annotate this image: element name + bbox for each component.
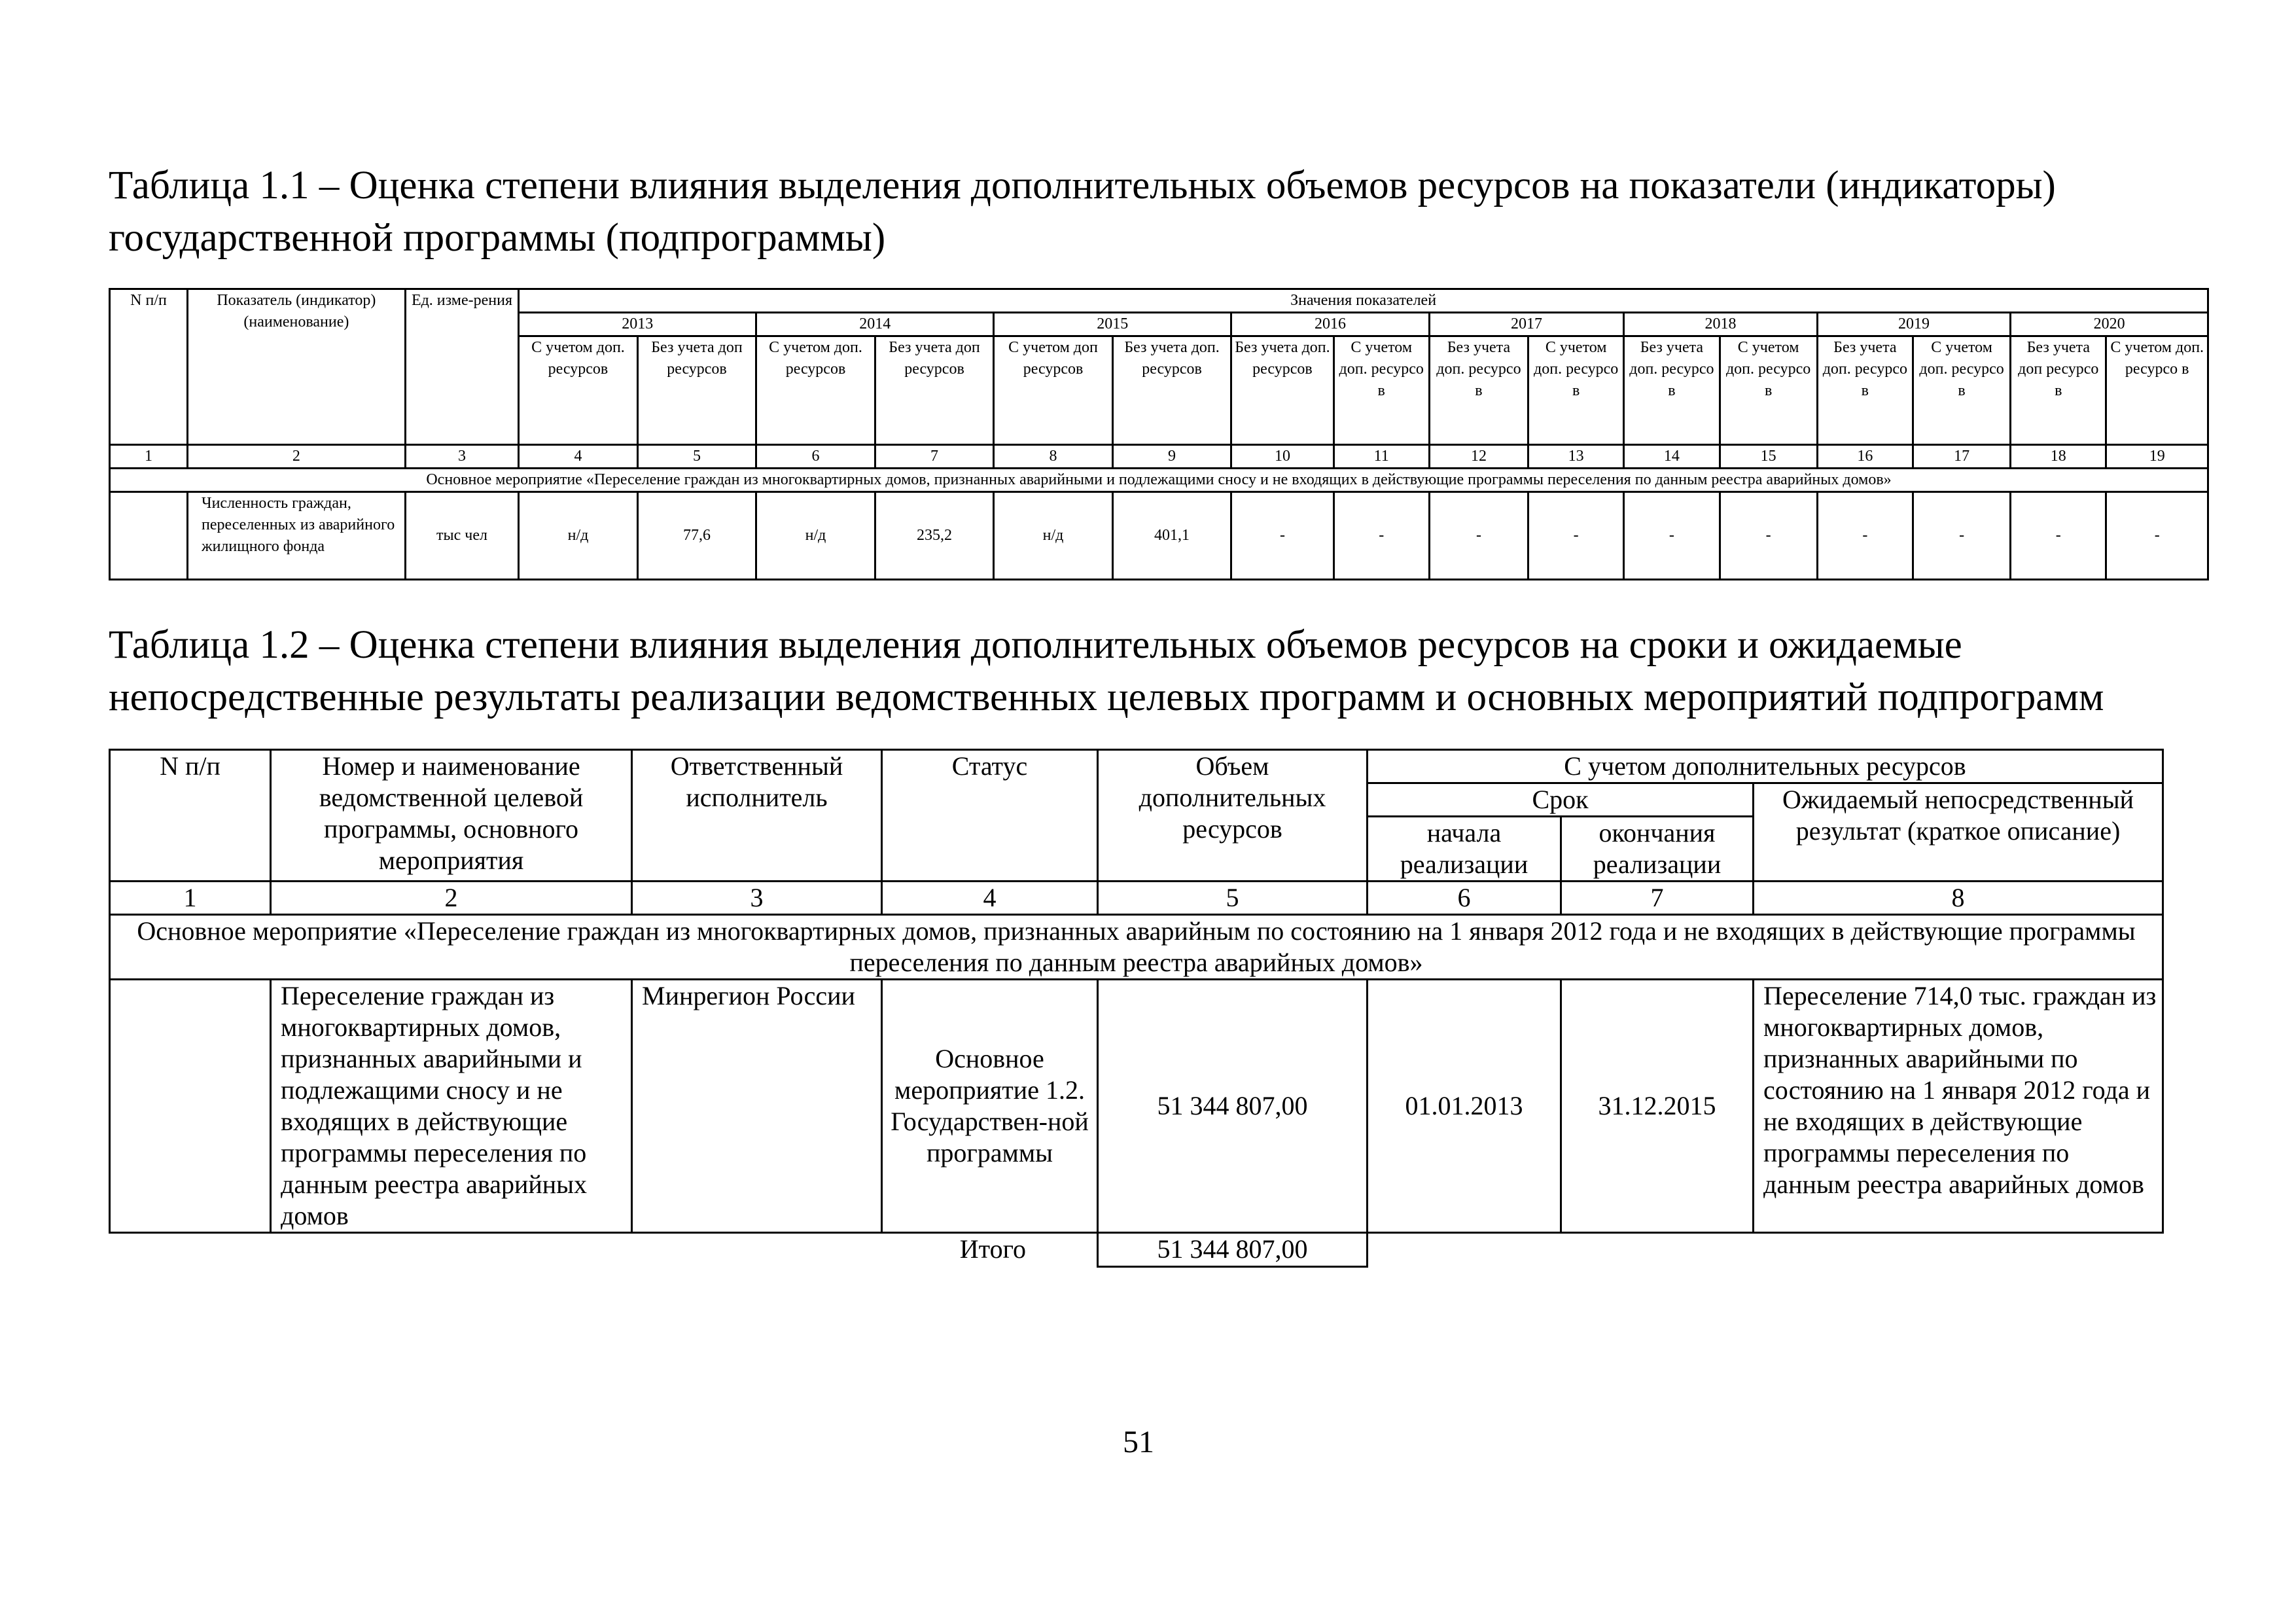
t1-subheader: Без учета доп ресурсов — [637, 336, 756, 445]
t2-row-status: Основное мероприятие 1.2. Государствен-ной программы — [882, 980, 1098, 1233]
t1-subheader: Без учета доп. ресурсо в — [1624, 336, 1720, 445]
page-number: 51 — [1123, 1425, 1154, 1459]
t2-colnum: 3 — [632, 882, 882, 915]
t1-cell-value: н/д — [519, 492, 638, 580]
t2-column-numbers — [110, 882, 2163, 915]
t2-header-volume: Объем дополнительных ресурсов — [1098, 750, 1368, 882]
t1-cell-value: н/д — [756, 492, 875, 580]
t1-cell-value: - — [1913, 492, 2010, 580]
t1-year: 2013 — [519, 313, 756, 336]
table-1-1-caption: Таблица 1.1 – Оценка степени влияния выделения дополнительных объемов ресурсов на показатели (индикаторы) государственной программы (подпрограммы) — [109, 164, 2056, 260]
t2-row-volume: 51 344 807,00 — [1098, 980, 1368, 1233]
t1-colnum: 7 — [875, 445, 994, 469]
t2-row-start: 01.01.2013 — [1368, 980, 1561, 1233]
t1-cell-value: - — [1429, 492, 1528, 580]
t1-year: 2015 — [994, 313, 1231, 336]
t1-header-num: N п/п — [110, 289, 188, 445]
t2-header-responsible: Ответственный исполнитель — [632, 750, 882, 882]
t2-header-with-resources: С учетом дополнительных ресурсов — [1368, 750, 2163, 783]
t2-header-status: Статус — [882, 750, 1098, 882]
t1-colnum: 4 — [519, 445, 638, 469]
t1-year: 2020 — [2011, 313, 2208, 336]
t1-cell-value: - — [1528, 492, 1624, 580]
t1-subheader: С учетом доп. ресурсов — [756, 336, 875, 445]
t1-subheader: Без учета доп. ресурсов — [1112, 336, 1231, 445]
t1-subheader: С учетом доп. ресурсо в — [1913, 336, 2010, 445]
t2-header-term: Срок — [1368, 783, 1754, 817]
t2-total-spacer — [1368, 1233, 2163, 1267]
t2-section-row: Основное мероприятие «Переселение граждан из многоквартирных домов, признанных аварийным по состоянию на 1 января 2012 года и не входящих в действующие программы переселения по данным реестра аварийных домов» — [110, 915, 2163, 980]
t1-colnum: 2 — [187, 445, 405, 469]
t1-colnum: 5 — [637, 445, 756, 469]
t2-header-start: начала реализации — [1368, 817, 1561, 882]
t2-colnum: 2 — [271, 882, 632, 915]
t1-colnum: 15 — [1720, 445, 1817, 469]
t1-colnum: 13 — [1528, 445, 1624, 469]
t1-colnum: 8 — [994, 445, 1113, 469]
t1-cell-value: - — [2011, 492, 2106, 580]
t1-colnum: 1 — [110, 445, 188, 469]
t1-header-unit: Ед. изме-рения — [405, 289, 518, 445]
t1-subheader: С учетом доп. ресурсо в — [1528, 336, 1624, 445]
t1-cell-value: - — [1720, 492, 1817, 580]
t1-row-num — [110, 492, 188, 580]
table-1-1 — [109, 288, 2209, 580]
t1-cell-value: - — [1624, 492, 1720, 580]
t1-subheader: Без учета доп ресурсо в — [2011, 336, 2106, 445]
t1-colnum: 11 — [1333, 445, 1429, 469]
t1-subheader: С учетом доп. ресурсо в — [2106, 336, 2208, 445]
t1-cell-value: 77,6 — [637, 492, 756, 580]
t2-data-row — [110, 980, 2163, 1233]
t1-year: 2014 — [756, 313, 994, 336]
t2-header-name: Номер и наименование ведомственной целевой программы, основного мероприятия — [271, 750, 632, 882]
t1-colnum: 12 — [1429, 445, 1528, 469]
t1-colnum: 9 — [1112, 445, 1231, 469]
table-1-2 — [109, 749, 2164, 1268]
t2-header-result: Ожидаемый непосредственный результат (краткое описание) — [1754, 783, 2163, 882]
t1-subheader: С учетом доп. ресурсо в — [1333, 336, 1429, 445]
t1-cell-value: - — [1231, 492, 1333, 580]
t2-row-responsible: Минрегион России — [632, 980, 882, 1233]
t1-colnum: 18 — [2011, 445, 2106, 469]
table-1-2-caption: Таблица 1.2 – Оценка степени влияния выделения дополнительных объемов ресурсов на сроки и ожидаемые непосредственные результаты реализации ведомственных целевых программ и основных мероприятий подпрограмм — [109, 623, 2104, 719]
t1-cell-value: 235,2 — [875, 492, 994, 580]
t2-row-num — [110, 980, 271, 1233]
t2-total-value: 51 344 807,00 — [1098, 1233, 1368, 1267]
t1-column-numbers — [110, 445, 2208, 469]
t2-colnum: 8 — [1754, 882, 2163, 915]
t2-total-label: Итого — [959, 1234, 1026, 1264]
t1-subheader: Без учета доп. ресурсов — [1231, 336, 1333, 445]
t2-colnum: 1 — [110, 882, 271, 915]
t1-colnum: 3 — [405, 445, 518, 469]
t2-colnum: 7 — [1561, 882, 1754, 915]
t1-year: 2017 — [1429, 313, 1623, 336]
t2-colnum: 4 — [882, 882, 1098, 915]
t2-colnum: 6 — [1368, 882, 1561, 915]
t1-section-row: Основное мероприятие «Переселение граждан из многоквартирных домов, признанных аварийными и подлежащими сносу и не входящих в действующие программы переселения по данным реестра аварийных домов» — [110, 469, 2208, 492]
t2-row-end: 31.12.2015 — [1561, 980, 1754, 1233]
t1-year: 2019 — [1817, 313, 2010, 336]
t1-row-indicator: Численность граждан, переселенных из аварийного жилищного фонда — [187, 492, 405, 580]
t1-data-row — [110, 492, 2208, 580]
t1-year: 2018 — [1624, 313, 1817, 336]
t2-row-name: Переселение граждан из многоквартирных домов, признанных аварийными и подлежащими сносу и не входящих в действующие программы переселения по данным реестра аварийных домов — [271, 980, 632, 1233]
t2-row-result: Переселение 714,0 тыс. граждан из многоквартирных домов, признанных аварийными по состоянию на 1 января 2012 года и не входящих в действующие программы переселения по данным реестра аварийных домов — [1754, 980, 2163, 1233]
t1-cell-value: 401,1 — [1112, 492, 1231, 580]
t1-colnum: 17 — [1913, 445, 2010, 469]
t1-subheader: Без учета доп ресурсов — [875, 336, 994, 445]
t1-year: 2016 — [1231, 313, 1430, 336]
t2-colnum: 5 — [1098, 882, 1368, 915]
t1-colnum: 14 — [1624, 445, 1720, 469]
t1-subheader: Без учета доп. ресурсо в — [1429, 336, 1528, 445]
t1-subheader: Без учета доп. ресурсо в — [1817, 336, 1913, 445]
t1-colnum: 16 — [1817, 445, 1913, 469]
t1-subheader: С учетом доп. ресурсо в — [1720, 336, 1817, 445]
t1-cell-value: н/д — [994, 492, 1113, 580]
t1-subheader: С учетом доп ресурсов — [994, 336, 1113, 445]
t1-cell-value: - — [2106, 492, 2208, 580]
t1-row-unit: тыс чел — [405, 492, 518, 580]
t1-colnum: 10 — [1231, 445, 1333, 469]
t2-total-row — [110, 1233, 2163, 1267]
t1-subheader: С учетом доп. ресурсов — [519, 336, 638, 445]
t2-header-num: N п/п — [110, 750, 271, 882]
t1-cell-value: - — [1817, 492, 1913, 580]
t1-colnum: 6 — [756, 445, 875, 469]
t1-header-values: Значения показателей — [519, 289, 2208, 313]
t1-header-indicator: Показатель (индикатор) (наименование) — [187, 289, 405, 445]
t2-header-end: окончания реализации — [1561, 817, 1754, 882]
t1-colnum: 19 — [2106, 445, 2208, 469]
t1-cell-value: - — [1333, 492, 1429, 580]
